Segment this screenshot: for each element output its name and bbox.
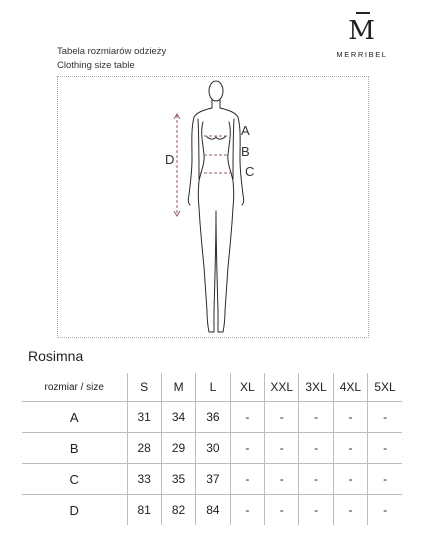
size-header: L <box>196 373 230 402</box>
size-header: XL <box>230 373 264 402</box>
table-cell: 28 <box>127 433 161 464</box>
table-cell: - <box>368 433 402 464</box>
size-header: XXL <box>265 373 299 402</box>
table-cell: - <box>265 402 299 433</box>
table-cell: - <box>333 464 367 495</box>
size-header-row <box>22 373 402 402</box>
body-silhouette-illustration <box>58 77 370 339</box>
table-cell: 82 <box>161 495 195 526</box>
measure-label-c: C <box>245 164 255 179</box>
corner-header: rozmiar / size <box>22 373 127 402</box>
table-cell: 35 <box>161 464 195 495</box>
table-cell: - <box>230 495 264 526</box>
table-cell: - <box>368 464 402 495</box>
measure-label-d: D <box>165 152 175 167</box>
body-figure-panel <box>57 76 369 338</box>
measure-label-a: A <box>241 123 250 138</box>
table-cell: - <box>265 464 299 495</box>
logo-bar <box>356 12 370 14</box>
table-cell: - <box>368 402 402 433</box>
table-cell: - <box>333 433 367 464</box>
table-cell: 36 <box>196 402 230 433</box>
table-cell: - <box>368 495 402 526</box>
row-label: C <box>22 464 127 495</box>
table-cell: 37 <box>196 464 230 495</box>
table-row <box>22 402 402 433</box>
table-row <box>22 433 402 464</box>
size-header: 5XL <box>368 373 402 402</box>
table-cell: - <box>299 402 333 433</box>
brand-name: MERRIBEL <box>336 50 388 59</box>
table-cell: 30 <box>196 433 230 464</box>
table-cell: - <box>333 402 367 433</box>
table-cell: - <box>265 433 299 464</box>
measure-label-b: B <box>241 144 250 159</box>
table-cell: - <box>299 433 333 464</box>
table-cell: 33 <box>127 464 161 495</box>
logo-mark: M <box>348 16 376 46</box>
table-cell: 34 <box>161 402 195 433</box>
row-label: B <box>22 433 127 464</box>
table-cell: - <box>230 464 264 495</box>
table-cell: - <box>230 402 264 433</box>
table-cell: - <box>299 464 333 495</box>
size-header: 4XL <box>333 373 367 402</box>
size-header: 3XL <box>299 373 333 402</box>
figure-head <box>209 81 223 101</box>
size-table <box>22 373 402 525</box>
table-title: Rosimna <box>28 348 84 364</box>
subtitle-english: Clothing size table <box>57 60 135 71</box>
subtitle-polish: Tabela rozmiarów odzieży <box>57 46 167 57</box>
row-label: D <box>22 495 127 526</box>
table-cell: - <box>230 433 264 464</box>
row-label: A <box>22 402 127 433</box>
table-cell: 29 <box>161 433 195 464</box>
table-cell: - <box>333 495 367 526</box>
table-cell: - <box>265 495 299 526</box>
table-row <box>22 495 402 526</box>
size-header: S <box>127 373 161 402</box>
size-header: M <box>161 373 195 402</box>
table-cell: - <box>299 495 333 526</box>
table-cell: 84 <box>196 495 230 526</box>
table-cell: 31 <box>127 402 161 433</box>
table-row <box>22 464 402 495</box>
table-cell: 81 <box>127 495 161 526</box>
